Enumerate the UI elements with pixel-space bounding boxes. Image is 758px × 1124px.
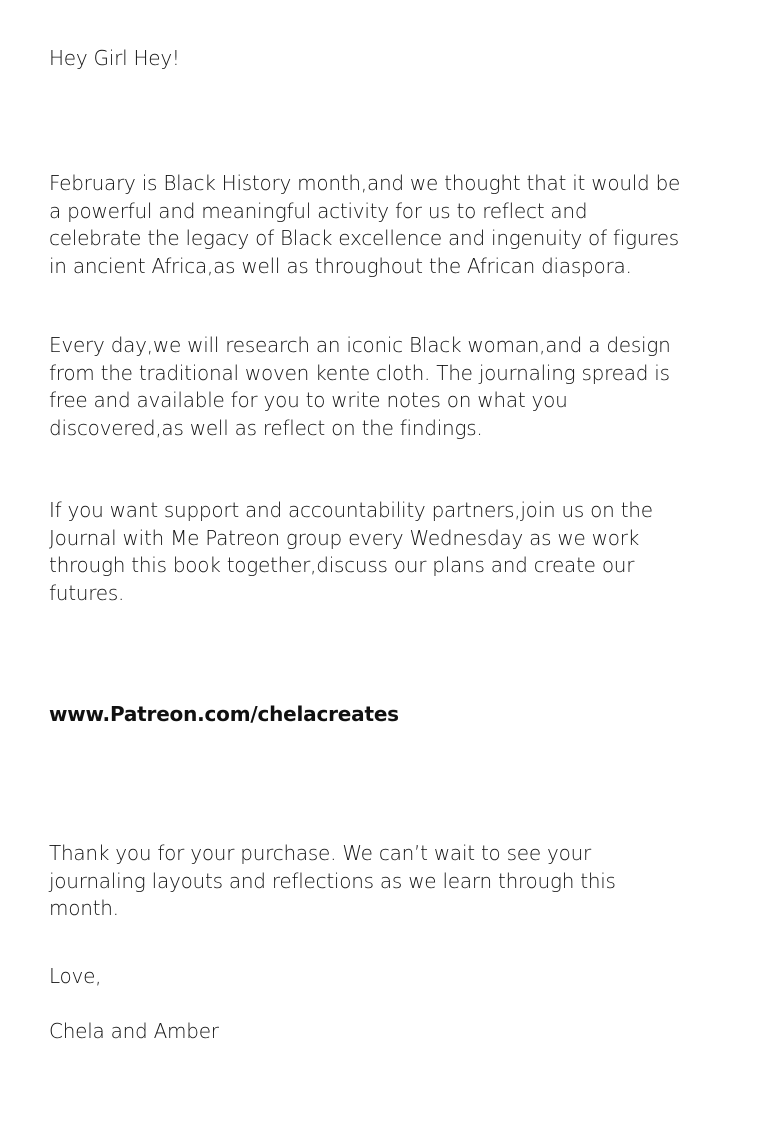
paragraph-thank-you: Thank you for your purchase. We can’t wait to see your journaling layouts and reflections as we learn through this month. <box>49 841 616 920</box>
patreon-link[interactable]: www.Patreon.com/chelacreates <box>49 702 399 726</box>
greeting: Hey Girl Hey! <box>49 46 180 70</box>
paragraph-daily-research: Every day,we will research an iconic Black woman,and a design from the traditional woven kente cloth. The journaling spread is free and available for you to write notes on what you discovered,as well as reflect on the findings. <box>49 333 671 440</box>
signature: Chela and Amber <box>49 1019 219 1043</box>
paragraph-intro: February is Black History month,and we thought that it would be a powerful and meaningful activity for us to reflect and celebrate the legacy of Black excellence and ingenuity of figures in ancient Africa,as well as throughout the African diaspora. <box>49 171 681 278</box>
paragraph-patreon-group: If you want support and accountability partners,join us on the Journal with Me Patreon group every Wednesday as we work through this book together,discuss our plans and create our futures. <box>49 498 653 605</box>
closing: Love, <box>49 964 102 988</box>
